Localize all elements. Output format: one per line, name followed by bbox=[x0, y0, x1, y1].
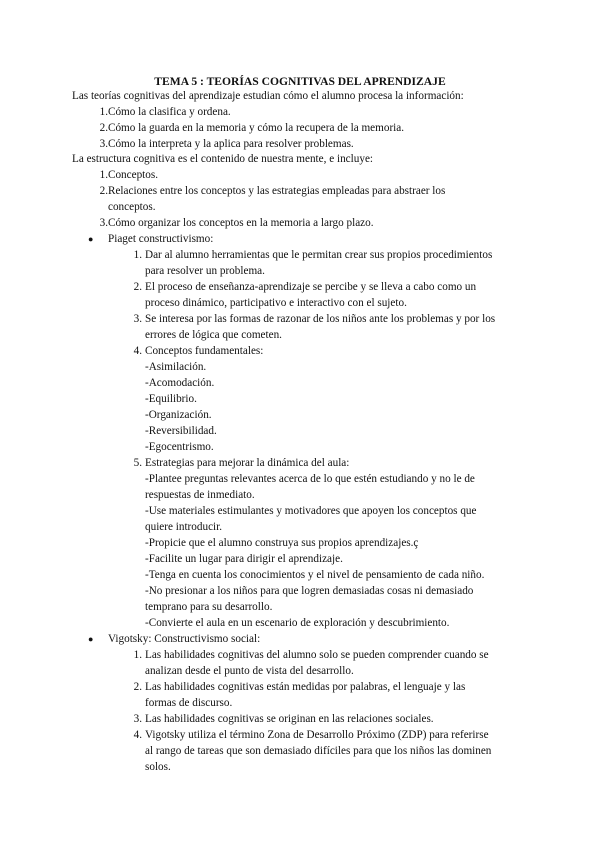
list-item: Conceptos fundamentales: bbox=[145, 345, 264, 357]
concept-item: -Organización. bbox=[145, 409, 212, 421]
list-number: 3. bbox=[133, 713, 142, 725]
list-item-continued: solos. bbox=[145, 761, 171, 773]
piaget-heading: Piaget constructivismo: bbox=[108, 233, 214, 245]
strategy-item: -No presionar a los niños para que logren demasiadas cosas ni demasiado bbox=[145, 585, 474, 597]
list-item: Las habilidades cognitivas se originan en las relaciones sociales. bbox=[145, 713, 434, 725]
strategy-item: -Tenga en cuenta los conocimientos y el nivel de pensamiento de cada niño. bbox=[145, 569, 485, 581]
list-number: 4. bbox=[133, 729, 142, 741]
list-number: 3. bbox=[99, 138, 108, 150]
list-number: 1. bbox=[99, 169, 108, 181]
list-item-continued: errores de lógica que cometen. bbox=[145, 329, 282, 341]
strategy-item-continued: temprano para su desarrollo. bbox=[145, 601, 273, 613]
list-number: 1. bbox=[133, 249, 142, 261]
list-item: Dar al alumno herramientas que le permitan crear sus propios procedimientos bbox=[145, 249, 493, 261]
list-number: 2. bbox=[133, 281, 142, 293]
list-item-continued: al rango de tareas que son demasiado difíciles para que los niños las dominen bbox=[145, 745, 492, 757]
list-item-continued: para resolver un problema. bbox=[145, 265, 265, 277]
strategy-item: -Plantee preguntas relevantes acerca de lo que estén estudiando y no le de bbox=[145, 473, 475, 485]
list-item: Las habilidades cognitivas están medidas por palabras, el lenguaje y las bbox=[145, 681, 466, 693]
list-item: Cómo la guarda en la memoria y cómo la recupera de la memoria. bbox=[108, 122, 405, 134]
list-number: 4. bbox=[133, 345, 142, 357]
list-number: 1. bbox=[99, 106, 108, 118]
list-number: 3. bbox=[99, 217, 108, 229]
list-number: 2. bbox=[99, 185, 108, 197]
list-item-continued: conceptos. bbox=[108, 201, 156, 213]
list-number: 3. bbox=[133, 313, 142, 325]
list-item-continued: analizan desde el punto de vista del desarrollo. bbox=[145, 665, 354, 677]
list-item: Conceptos. bbox=[108, 169, 159, 181]
bullet-icon: ● bbox=[88, 234, 94, 244]
strategy-item: -Use materiales estimulantes y motivadores que apoyen los conceptos que bbox=[145, 505, 477, 517]
intro-paragraph: Las teorías cognitivas del aprendizaje estudian cómo el alumno procesa la información: bbox=[72, 90, 464, 102]
list-item: Las habilidades cognitivas del alumno solo se pueden comprender cuando se bbox=[145, 649, 489, 661]
list-item: Cómo organizar los conceptos en la memoria a largo plazo. bbox=[108, 217, 374, 229]
concept-item: -Egocentrismo. bbox=[145, 441, 214, 453]
page-title: TEMA 5 : TEORÍAS COGNITIVAS DEL APRENDIZAJE bbox=[154, 75, 446, 88]
list-item: Estrategias para mejorar la dinámica del aula: bbox=[145, 457, 350, 469]
list-item: El proceso de enseñanza-aprendizaje se percibe y se lleva a cabo como un bbox=[145, 281, 477, 293]
list-item-continued: proceso dinámico, participativo e interactivo con el sujeto. bbox=[145, 297, 407, 309]
strategy-item-continued: respuestas de inmediato. bbox=[145, 489, 255, 501]
list-item: Se interesa por las formas de razonar de los niños ante los problemas y por los bbox=[145, 313, 496, 325]
list-number: 2. bbox=[133, 681, 142, 693]
vigotsky-heading: Vigotsky: Constructivismo social: bbox=[108, 633, 261, 645]
list-item: Cómo la interpreta y la aplica para resolver problemas. bbox=[108, 138, 354, 150]
bullet-icon: ● bbox=[88, 634, 94, 644]
structure-paragraph: La estructura cognitiva es el contenido de nuestra mente, e incluye: bbox=[72, 153, 374, 165]
list-item: Cómo la clasifica y ordena. bbox=[108, 106, 231, 118]
concept-item: -Reversibilidad. bbox=[145, 425, 217, 437]
strategy-item: -Facilite un lugar para dirigir el aprendizaje. bbox=[145, 553, 343, 565]
list-item-continued: formas de discurso. bbox=[145, 697, 233, 709]
list-item: Relaciones entre los conceptos y las estrategias empleadas para abstraer los bbox=[108, 185, 446, 197]
concept-item: -Acomodación. bbox=[145, 377, 215, 389]
concept-item: -Equilibrio. bbox=[145, 393, 197, 405]
strategy-item: -Convierte el aula en un escenario de exploración y descubrimiento. bbox=[145, 617, 450, 629]
list-number: 2. bbox=[99, 122, 108, 134]
strategy-item-continued: quiere introducir. bbox=[145, 521, 223, 533]
list-number: 1. bbox=[133, 649, 142, 661]
list-item: Vigotsky utiliza el término Zona de Desarrollo Próximo (ZDP) para referirse bbox=[145, 729, 489, 741]
list-number: 5. bbox=[133, 457, 142, 469]
strategy-item: -Propicie que el alumno construya sus propios aprendizajes.ç bbox=[145, 537, 419, 549]
concept-item: -Asimilación. bbox=[145, 361, 207, 373]
